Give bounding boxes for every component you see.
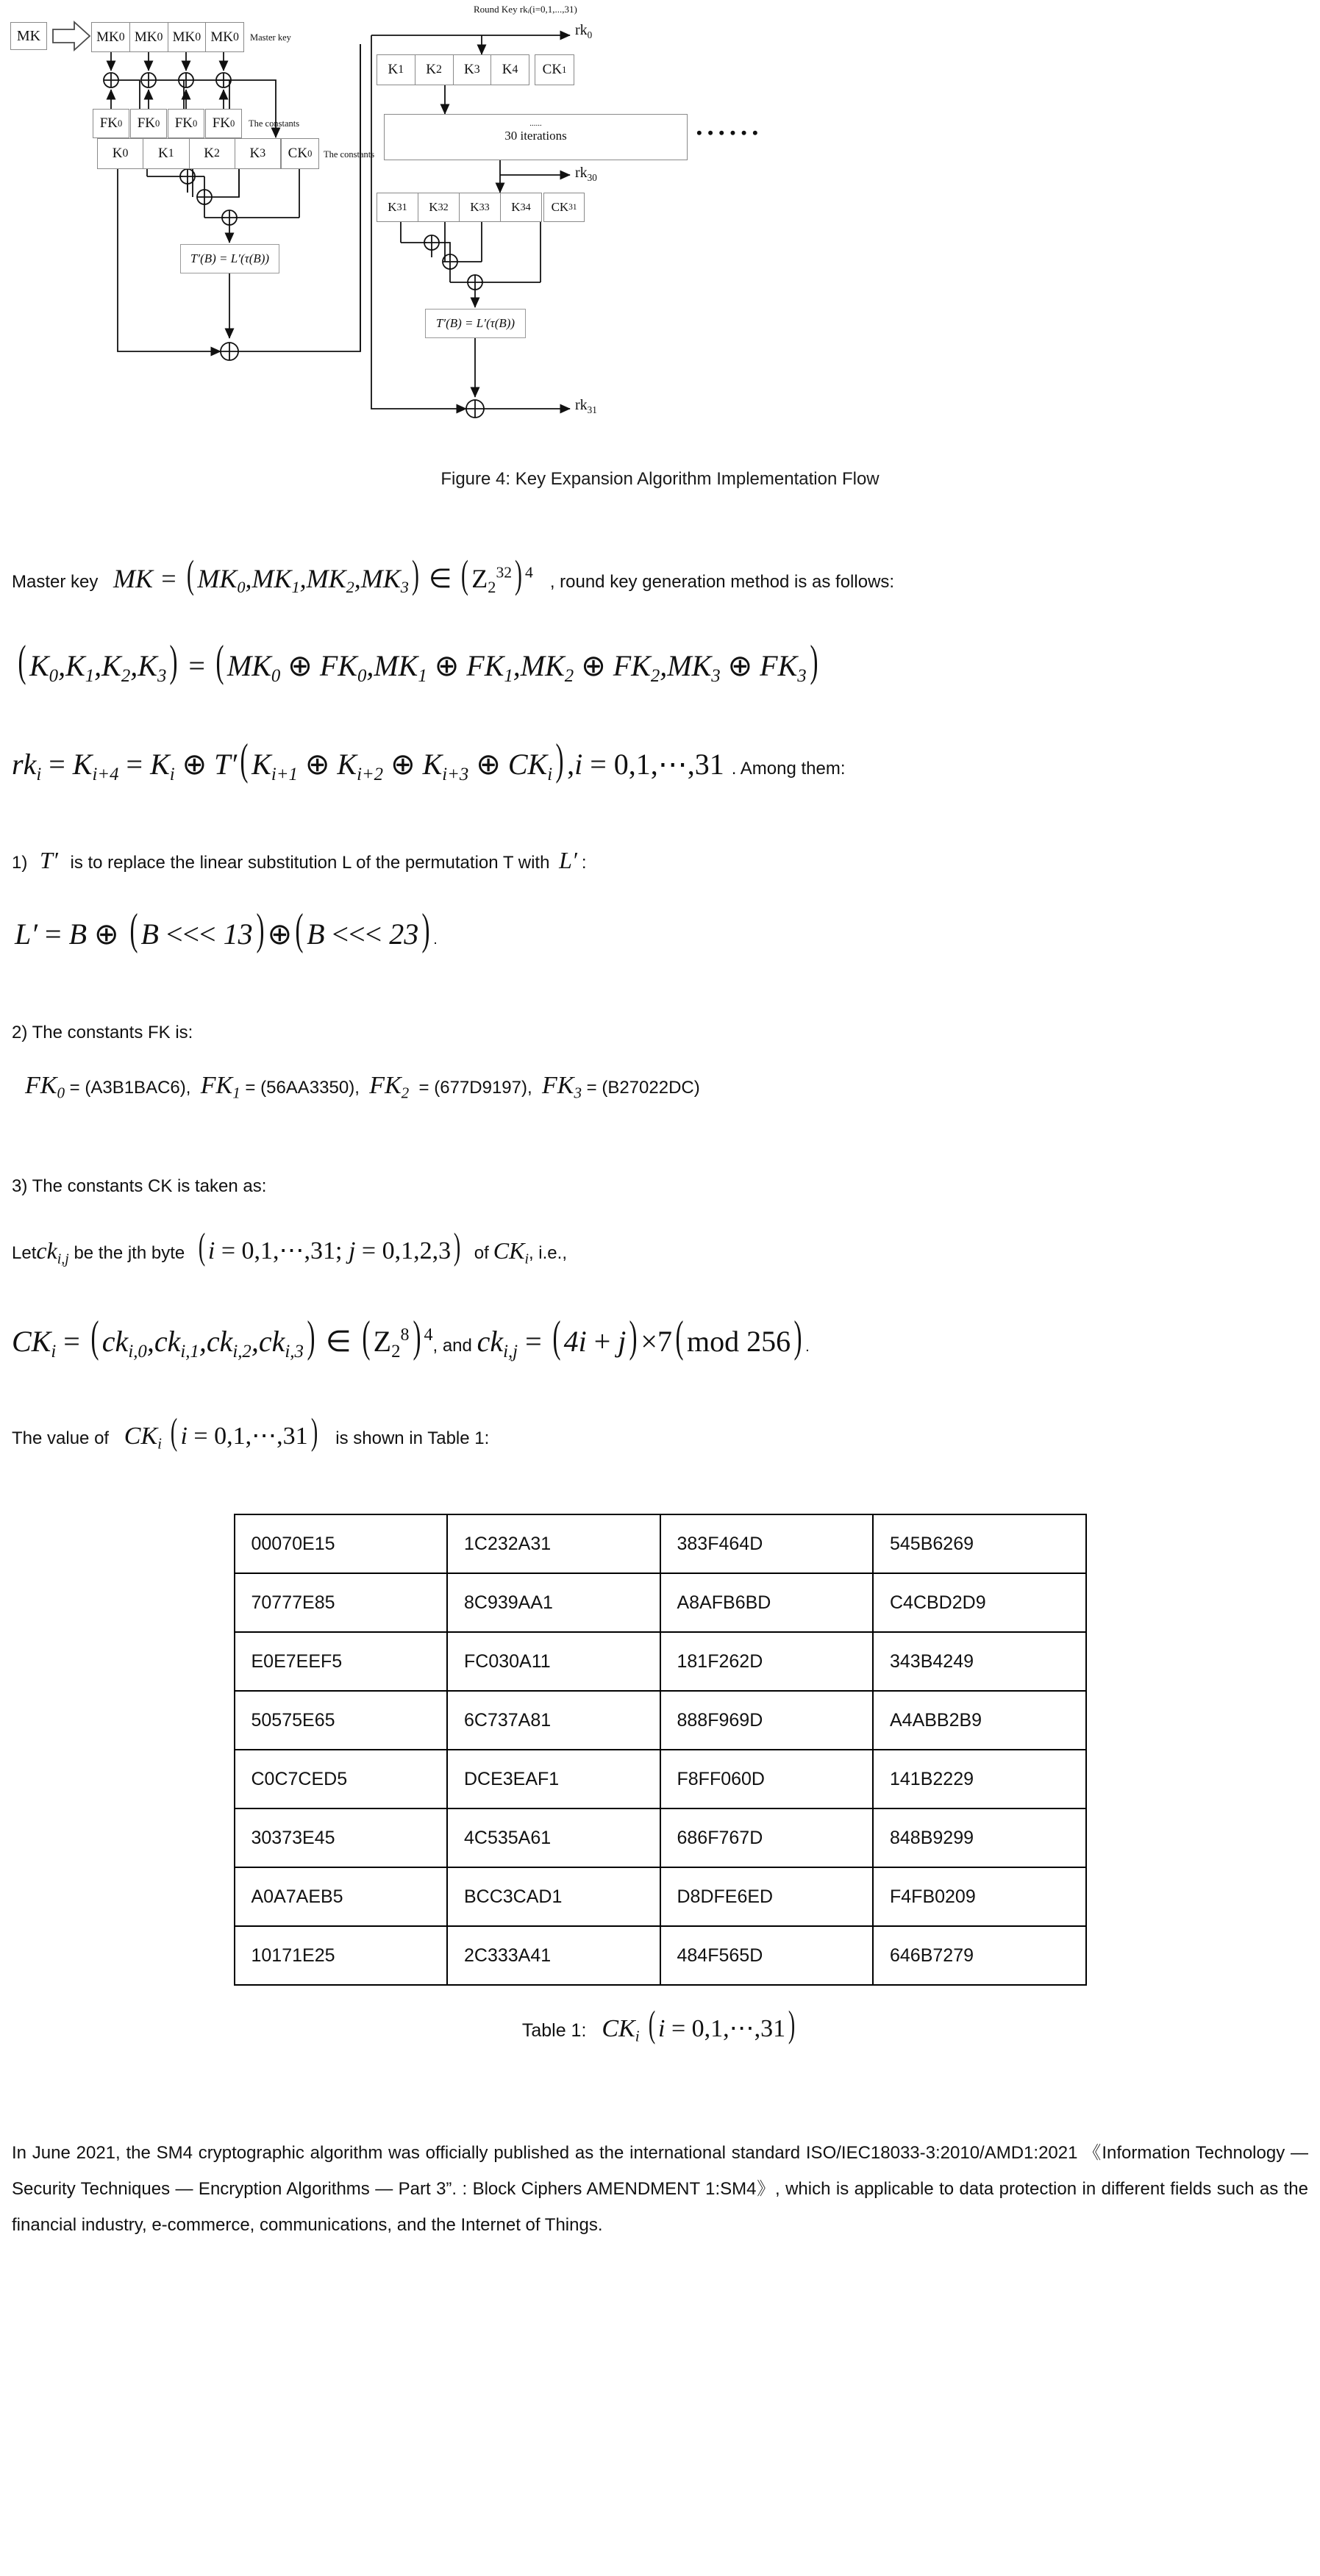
table-cell: F8FF060D <box>660 1750 874 1808</box>
table-row <box>235 1632 1086 1691</box>
item-1-number: 1) <box>12 853 28 873</box>
table-cell: C4CBD2D9 <box>873 1573 1086 1632</box>
right-k-cell-2: K 2 <box>415 55 454 85</box>
table-cell: A4ABB2B9 <box>873 1691 1086 1750</box>
table-cell: 4C535A61 <box>447 1808 660 1867</box>
table-cell: 00070E15 <box>235 1514 448 1573</box>
table-cell: 6C737A81 <box>447 1691 660 1750</box>
iterations-label: 30 iterations <box>504 129 567 143</box>
table-row <box>235 1750 1086 1808</box>
mk-row <box>91 22 244 52</box>
item-1-colon: : <box>581 853 587 873</box>
right-k-row-top <box>377 54 529 85</box>
table-caption-symbol: $CK_i$ ( i = 0,1,⋯,31) <box>602 2004 796 2046</box>
table-cell: 888F969D <box>660 1691 874 1750</box>
master-key-prefix: Master key <box>12 572 99 592</box>
t-prime-formula-left: T′(B) = L′(τ(B)) <box>190 251 270 265</box>
master-key-equation: MK = ( $MK_0,MK_1,MK_2,MK_3$) ∈ ( $Z_2^{32}$) $^4$ <box>113 552 533 597</box>
ck-constants-annotation: The constants <box>324 149 375 160</box>
right-k-cell-3: K 3 <box>454 55 492 85</box>
ck1-box: CK 1 <box>535 54 574 85</box>
k-cell-0: K 0 <box>98 139 143 168</box>
rk31-label: $rk_{31}$ <box>575 397 597 415</box>
table-cell: 141B2229 <box>873 1750 1086 1808</box>
equation-ckij: $ck_{i,j}$ = ( 4i + j) ×7( mod 256) <box>477 1312 802 1362</box>
table-cell: 545B6269 <box>873 1514 1086 1573</box>
right-k-cell-32: K 32 <box>418 193 460 221</box>
figure-caption: Figure 4: Key Expansion Algorithm Implementation Flow <box>440 469 880 489</box>
table-row <box>235 1573 1086 1632</box>
item-1-symbol-l-prime: L′ <box>559 847 577 874</box>
table-row <box>235 1808 1086 1867</box>
fk-1-symbol: $FK_1$ <box>200 1071 240 1102</box>
mk-cell-0: MK 0 <box>92 23 130 51</box>
table-cell: 50575E65 <box>235 1691 448 1750</box>
k-cell-1: K 1 <box>143 139 189 168</box>
let-ie: , i.e., <box>528 1242 567 1263</box>
table-cell: F4FB0209 <box>873 1867 1086 1926</box>
ck-table-wrapper <box>12 1514 1308 1986</box>
table-cell: 848B9299 <box>873 1808 1086 1867</box>
table-cell: A0A7AEB5 <box>235 1867 448 1926</box>
table-cell: 1C232A31 <box>447 1514 660 1573</box>
side-ellipsis: • • • • • • <box>696 124 759 142</box>
table-caption-prefix: Table 1: <box>521 2020 587 2042</box>
master-key-annotation: Master key <box>250 32 291 43</box>
k-cell-3: K 3 <box>249 146 266 161</box>
let-ck-symbol: $CK_i$ <box>493 1237 529 1267</box>
item-1-line <box>12 845 1308 879</box>
let-prefix: Let <box>12 1242 37 1263</box>
fk-3-symbol: $FK_3$ <box>541 1071 582 1102</box>
item-1-text: is to replace the linear substitution L of the permutation T with <box>70 853 550 873</box>
table-cell: 343B4249 <box>873 1632 1086 1691</box>
equation-rk-line <box>12 731 1308 788</box>
document-body <box>0 515 1320 2243</box>
table-cell: 8C939AA1 <box>447 1573 660 1632</box>
ck31-box: CK 31 <box>543 193 585 222</box>
let-range: ( i = 0,1,⋯,31; j = 0,1,2,3) <box>198 1226 461 1267</box>
right-k-cell-1: K 1 <box>377 55 415 85</box>
table-caption <box>12 2000 1308 2049</box>
equation-l-prime-period: . <box>433 931 438 948</box>
iterations-box <box>384 114 688 160</box>
fk-0-symbol: $FK_0$ <box>25 1071 65 1102</box>
t-prime-box-right <box>425 309 526 338</box>
table-cell: BCC3CAD1 <box>447 1867 660 1926</box>
table-cell: 646B7279 <box>873 1926 1086 1985</box>
table-cell: 2C333A41 <box>447 1926 660 1985</box>
table-cell: FC030A11 <box>447 1632 660 1691</box>
mk-cell-1: MK 0 <box>130 23 168 51</box>
ck-table-body <box>235 1514 1086 1985</box>
right-k-cell-4: K 4 <box>502 62 518 77</box>
table-cell: D8DFE6ED <box>660 1867 874 1926</box>
value-of-symbol: $CK_i$ ( i = 0,1,⋯,31) <box>124 1412 318 1453</box>
let-of: of <box>474 1242 489 1263</box>
right-k-cell-33: K 33 <box>460 193 501 221</box>
fk-box-2: FK 0 <box>168 109 204 138</box>
ck0-box: CK 0 <box>281 138 319 169</box>
table-row <box>235 1867 1086 1926</box>
let-ck-line <box>12 1223 1308 1271</box>
equation-l-prime: L′ = B ⊕ ( B <<< 13) ⊕( B <<< 23) . <box>15 904 438 954</box>
rk0-label: $rk_0$ <box>575 22 593 40</box>
t-prime-box-left <box>180 244 279 273</box>
equation-ck-line <box>12 1308 1308 1365</box>
let-symbol-ckij: $ck_{i,j}$ <box>36 1237 69 1267</box>
fk-box-0: FK 0 <box>93 109 129 138</box>
table-cell: DCE3EAF1 <box>447 1750 660 1808</box>
table-cell: C0C7CED5 <box>235 1750 448 1808</box>
table-cell: 30373E45 <box>235 1808 448 1867</box>
equation-ck-and: , and <box>432 1336 472 1356</box>
table-cell: A8AFB6BD <box>660 1573 874 1632</box>
equation-rk: $rk_i = K_{i+4} = K_i$ ⊕ T′( $K_{i+1}$ ⊕ $K_{i+2}$ ⊕ $K_{i+3}$ ⊕ $CK_i$) ,i = 0,1,⋯,31 <box>12 735 724 785</box>
table-cell: 484F565D <box>660 1926 874 1985</box>
equation-k-from-mk: ( $K_0,K_1,K_2,K_3$) = ( $MK_0$ ⊕ $FK_0,MK_1$ ⊕ $FK_1,MK_2$ ⊕ $FK_2,MK_3$ ⊕ $FK_3$) <box>18 637 818 687</box>
ck-table <box>234 1514 1087 1986</box>
equation-ck-period: . <box>805 1339 810 1356</box>
figure-key-expansion <box>0 0 1320 515</box>
k-row <box>97 138 281 169</box>
iterations-dots: ...... <box>529 119 542 128</box>
table-cell: 70777E85 <box>235 1573 448 1632</box>
table-row <box>235 1514 1086 1573</box>
mk-source-box <box>10 22 47 50</box>
rk30-label: $rk_{30}$ <box>575 165 597 183</box>
mk-cell-2: MK 0 <box>168 23 207 51</box>
item-2-heading: 2) The constants FK is: <box>12 1022 193 1042</box>
table-cell: 10171E25 <box>235 1926 448 1985</box>
value-of-ck-line <box>12 1408 1308 1456</box>
final-paragraph: In June 2021, the SM4 cryptographic algorithm was officially published as the international standard ISO/IEC18033-3:2010/AMD1:2021 《Information Technology — Security Techniques — Encryption Algorithms — Part 3”. : Block Ciphers AMENDMENT 1:SM4》, which is applicable to data protection in different fields such as the financial industry, e-commerce, communications, and the Internet of Things. <box>12 2142 1308 2236</box>
fk-constants-annotation: The constants <box>249 118 300 129</box>
item-3-heading: 3) The constants CK is taken as: <box>12 1176 267 1197</box>
round-key-title: Round Key rkᵢ(i=0,1,...,31) <box>474 4 577 15</box>
value-of-prefix: The value of <box>12 1428 110 1449</box>
table-row <box>235 1691 1086 1750</box>
right-k-row-bottom <box>377 193 542 222</box>
let-mid: be the jth byte <box>74 1242 185 1263</box>
block-arrow-right-icon <box>53 22 90 50</box>
table-cell: 181F262D <box>660 1632 874 1691</box>
fk-box-3: FK 0 <box>205 109 242 138</box>
k-cell-2: K 2 <box>190 139 235 168</box>
table-cell: E0E7EEF5 <box>235 1632 448 1691</box>
fk-2-symbol: $FK_2$ <box>369 1071 410 1102</box>
right-k-cell-31: K 31 <box>377 193 418 221</box>
mk-source-label: MK <box>16 27 41 44</box>
t-prime-formula-right: T′(B) = L′(τ(B)) <box>435 316 515 330</box>
equation-ck: $CK_i$ = ( $ck_{i,0},ck_{i,1},ck_{i,2},ck_{i,3}$) ∈ ( $Z_2^8$) $^4$ <box>12 1312 433 1362</box>
table-cell: 383F464D <box>660 1514 874 1573</box>
fk-values-line: $FK_0 = (A3B1BAC6)$, $FK_1 = (56AA3350)$, $FK_2 = (677D9197)$, $FK_3 = (B27022DC)$ <box>25 1071 700 1102</box>
right-k-cell-34: K 34 <box>511 200 531 214</box>
table-cell: 686F767D <box>660 1808 874 1867</box>
equation-rk-suffix: . Among them: <box>731 759 846 779</box>
master-key-suffix: , round key generation method is as follows: <box>549 572 895 592</box>
item-1-symbol-t-prime: T′ <box>40 847 58 874</box>
master-key-paragraph <box>12 548 1308 600</box>
value-of-suffix: is shown in Table 1: <box>335 1428 490 1449</box>
table-row <box>235 1926 1086 1985</box>
mk-cell-3: MK 0 <box>210 29 239 45</box>
fk-box-1: FK 0 <box>130 109 167 138</box>
